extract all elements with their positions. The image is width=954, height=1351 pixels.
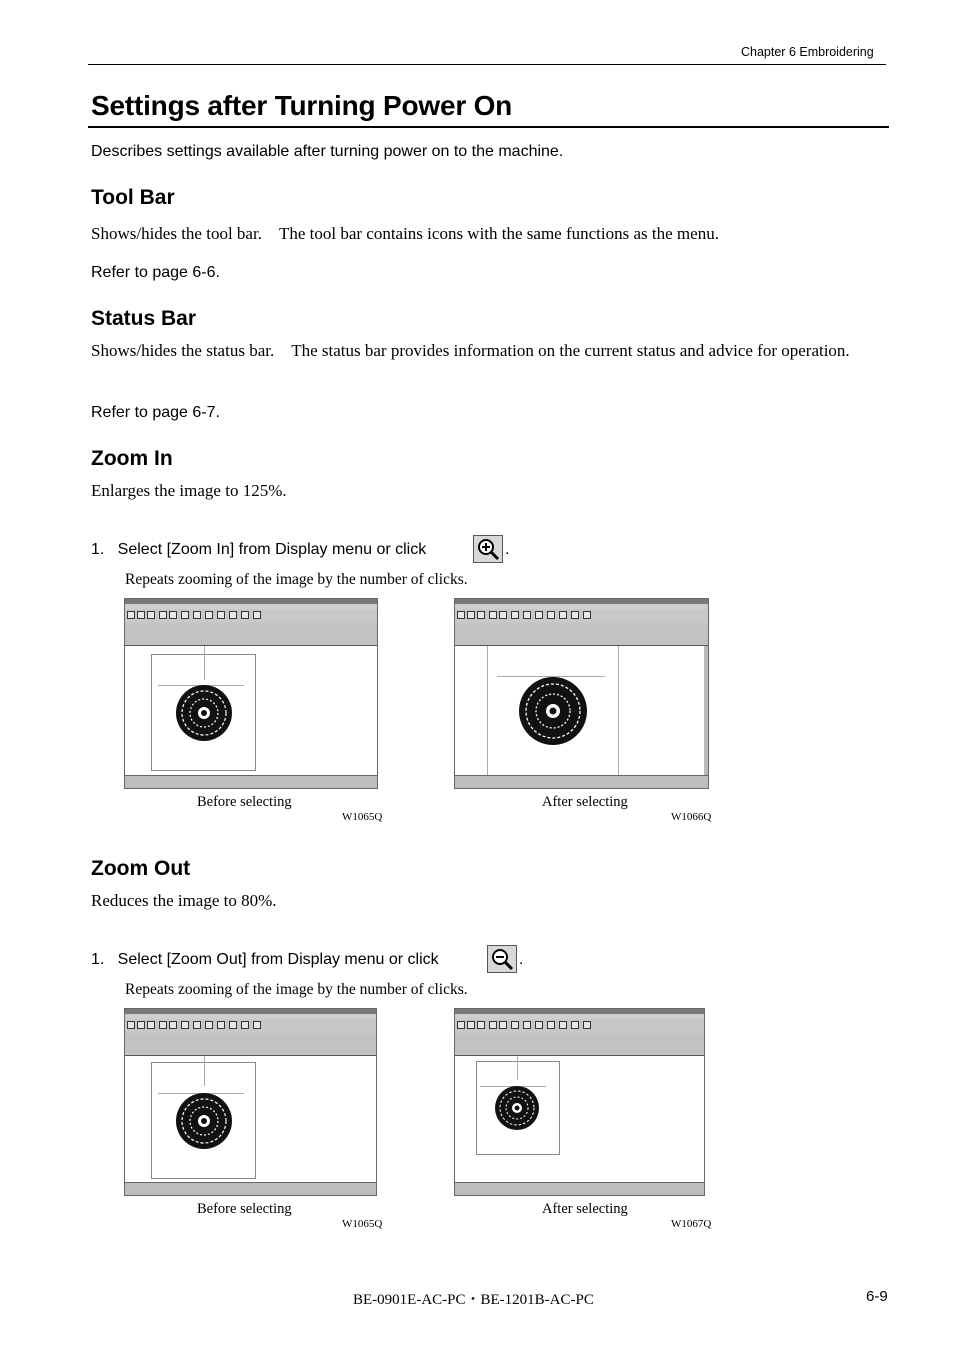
zoom-in-icon — [473, 535, 503, 563]
tool-bar-ref: Refer to page 6-6. — [91, 264, 220, 281]
zoom-out-before-screenshot — [124, 1008, 377, 1196]
status-bar-heading: Status Bar — [91, 307, 197, 330]
page-title: Settings after Turning Power On — [91, 90, 513, 121]
zoom-out-before-caption: Before selecting — [197, 1201, 292, 1217]
status-bar-text: Shows/hides the status bar. The status bar provides information on the current status and advice for operation. — [91, 341, 850, 360]
zoom-out-after-caption: After selecting — [542, 1201, 628, 1217]
zoom-in-text: Enlarges the image to 125%. — [91, 481, 287, 500]
zoom-in-before-screenshot — [124, 598, 378, 789]
zoom-out-before-code: W1065Q — [342, 1218, 383, 1230]
zoom-in-before-code: W1065Q — [342, 811, 383, 823]
zoom-in-step-end: . — [505, 541, 510, 558]
intro-text: Describes settings available after turning power on to the machine. — [91, 143, 564, 160]
tool-bar-text: Shows/hides the tool bar. The tool bar contains icons with the same functions as the menu. — [91, 224, 719, 243]
footer-page-number: 6-9 — [866, 1288, 888, 1305]
zoom-out-after-screenshot — [454, 1008, 705, 1196]
zoom-out-heading: Zoom Out — [91, 857, 191, 880]
zoom-out-step-end: . — [519, 951, 524, 968]
zoom-in-heading: Zoom In — [91, 447, 173, 470]
zoom-in-note: Repeats zooming of the image by the number of clicks. — [125, 571, 468, 588]
tool-bar-heading: Tool Bar — [91, 186, 175, 209]
running-header: Chapter 6 Embroidering — [741, 45, 874, 59]
status-bar-ref: Refer to page 6-7. — [91, 404, 220, 421]
zoom-out-text: Reduces the image to 80%. — [91, 891, 277, 910]
zoom-in-before-caption: Before selecting — [197, 794, 292, 810]
zoom-in-after-code: W1066Q — [671, 811, 712, 823]
title-rule — [88, 126, 889, 128]
footer-model: BE-0901E-AC-PC・BE-1201B-AC-PC — [353, 1292, 594, 1308]
zoom-in-step: 1. Select [Zoom In] from Display menu or click — [91, 541, 427, 558]
zoom-in-after-caption: After selecting — [542, 794, 628, 810]
zoom-out-after-code: W1067Q — [671, 1218, 712, 1230]
zoom-out-note: Repeats zooming of the image by the number of clicks. — [125, 981, 468, 998]
zoom-in-after-screenshot — [454, 598, 709, 789]
zoom-out-icon — [487, 945, 517, 973]
header-rule — [88, 64, 886, 65]
zoom-out-step: 1. Select [Zoom Out] from Display menu or click — [91, 951, 439, 968]
